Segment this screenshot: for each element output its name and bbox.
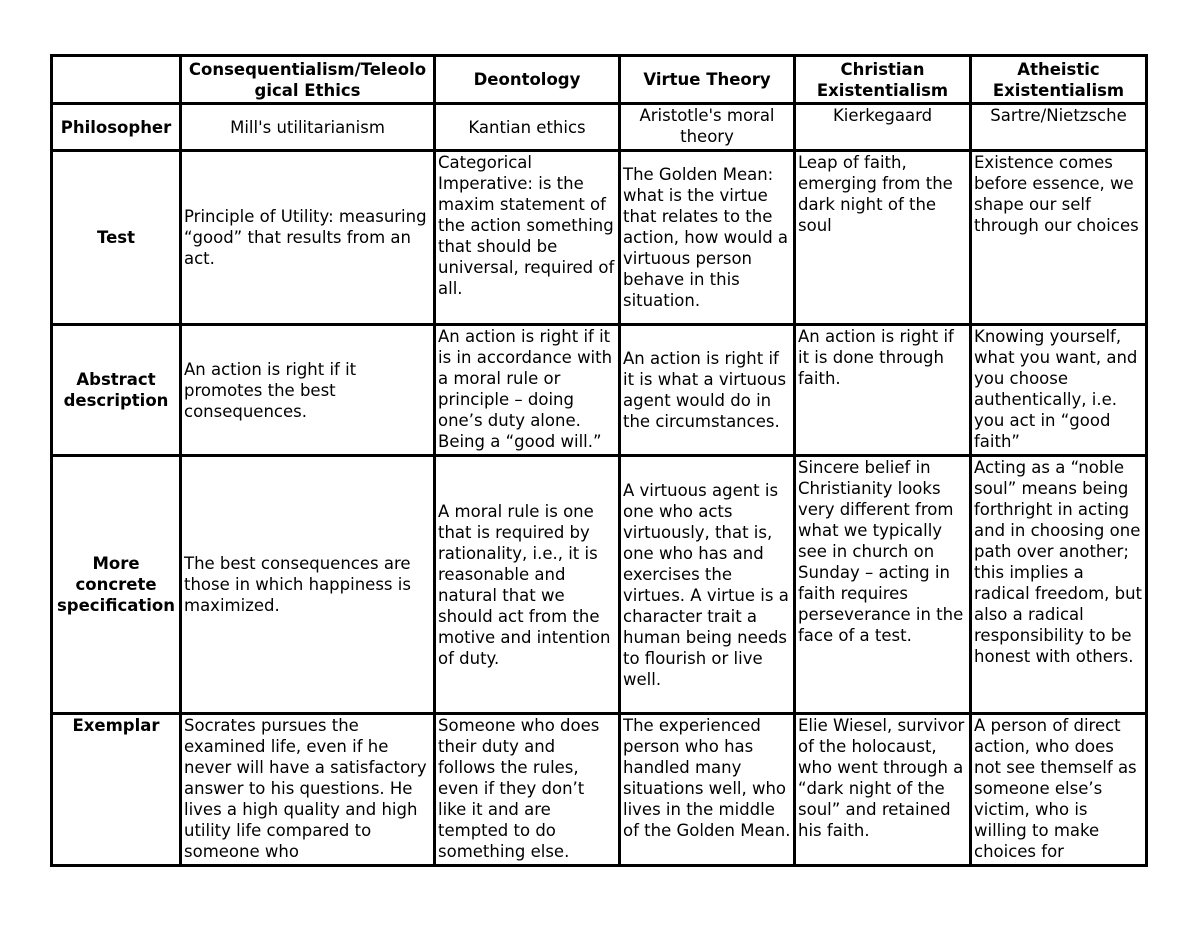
row-label-concrete: More concrete specification [52, 456, 181, 714]
header-atheistic-existentialism: Atheistic Existentialism [971, 56, 1147, 104]
cell-philosopher-atheistic: Sartre/Nietzsche [971, 104, 1147, 151]
philosopher-row [52, 104, 1147, 151]
cell-concrete-virtue: A virtuous agent is one who acts virtuously, that is, one who has and exercises the virtues. A virtue is a character trait a human being needs to flourish or live well. [620, 456, 795, 714]
cell-test-virtue: The Golden Mean: what is the virtue that relates to the action, how would a virtuous person behave in this situation. [620, 151, 795, 325]
test-row [52, 151, 1147, 325]
exemplar-row [52, 714, 1147, 866]
cell-philosopher-consequentialism: Mill's utilitarianism [181, 104, 435, 151]
cell-concrete-deontology: A moral rule is one that is required by rationality, i.e., it is reasonable and natural that we should act from the motive and intention of duty. [435, 456, 620, 714]
cell-exemplar-consequentialism-text: Socrates pursues the examined life, even if he never will have a satisfactory answer to his questions. He lives a high quality and high utility life compared to someone who [184, 716, 427, 861]
cell-exemplar-christian [795, 714, 971, 866]
cell-abstract-deontology: An action is right if it is in accordance with a moral rule or principle – doing one’s duty alone. Being a “good will.” [435, 325, 620, 456]
header-deontology: Deontology [435, 56, 620, 104]
row-label-philosopher: Philosopher [52, 104, 181, 151]
cell-concrete-consequentialism: The best consequences are those in which happiness is maximized. [181, 456, 435, 714]
row-label-test: Test [52, 151, 181, 325]
concrete-row [52, 456, 1147, 714]
header-row [52, 56, 1147, 104]
header-christian-existentialism: Christian Existentialism [795, 56, 971, 104]
cell-exemplar-deontology-text: Someone who does their duty and follows the rules, even if they don’t like it and are tempted to do something else. [438, 716, 600, 861]
cell-philosopher-christian: Kierkegaard [795, 104, 971, 151]
cell-philosopher-virtue: Aristotle's moral theory [620, 104, 795, 151]
cell-exemplar-deontology [435, 714, 620, 866]
cell-concrete-christian: Sincere belief in Christianity looks very different from what we typically see in church on Sunday – acting in faith requires perseverance in the face of a test. [795, 456, 971, 714]
ethics-comparison-table [50, 54, 1148, 867]
header-virtue-theory: Virtue Theory [620, 56, 795, 104]
cell-exemplar-virtue [620, 714, 795, 866]
abstract-row [52, 325, 1147, 456]
cell-exemplar-atheistic-text: A person of direct action, who does not see themself as someone else’s victim, who is willing to make choices for [974, 716, 1137, 861]
cell-test-consequentialism: Principle of Utility: measuring “good” that results from an act. [181, 151, 435, 325]
corner-cell [52, 56, 181, 104]
cell-philosopher-deontology: Kantian ethics [435, 104, 620, 151]
cell-exemplar-christian-text: Elie Wiesel, survivor of the holocaust, who went through a “dark night of the soul” and retained his faith. [798, 716, 965, 840]
cell-exemplar-consequentialism [181, 714, 435, 866]
row-label-exemplar: Exemplar [52, 714, 181, 866]
row-label-abstract: Abstract description [52, 325, 181, 456]
cell-abstract-virtue: An action is right if it is what a virtuous agent would do in the circumstances. [620, 325, 795, 456]
header-consequentialism: Consequentialism/Teleological Ethics [181, 56, 435, 104]
cell-test-deontology: Categorical Imperative: is the maxim statement of the action something that should be universal, required of all. [435, 151, 620, 325]
cell-abstract-consequentialism: An action is right if it promotes the best consequences. [181, 325, 435, 456]
cell-exemplar-atheistic [971, 714, 1147, 866]
cell-test-atheistic: Existence comes before essence, we shape our self through our choices [971, 151, 1147, 325]
cell-concrete-atheistic: Acting as a “noble soul” means being forthright in acting and in choosing one path over another; this implies a radical freedom, but also a radical responsibility to be honest with others. [971, 456, 1147, 714]
cell-exemplar-virtue-text: The experienced person who has handled many situations well, who lives in the middle of the Golden Mean. [623, 716, 791, 840]
cell-abstract-christian: An action is right if it is done through faith. [795, 325, 971, 456]
cell-test-christian: Leap of faith, emerging from the dark night of the soul [795, 151, 971, 325]
cell-abstract-atheistic: Knowing yourself, what you want, and you choose authentically, i.e. you act in “good faith” [971, 325, 1147, 456]
